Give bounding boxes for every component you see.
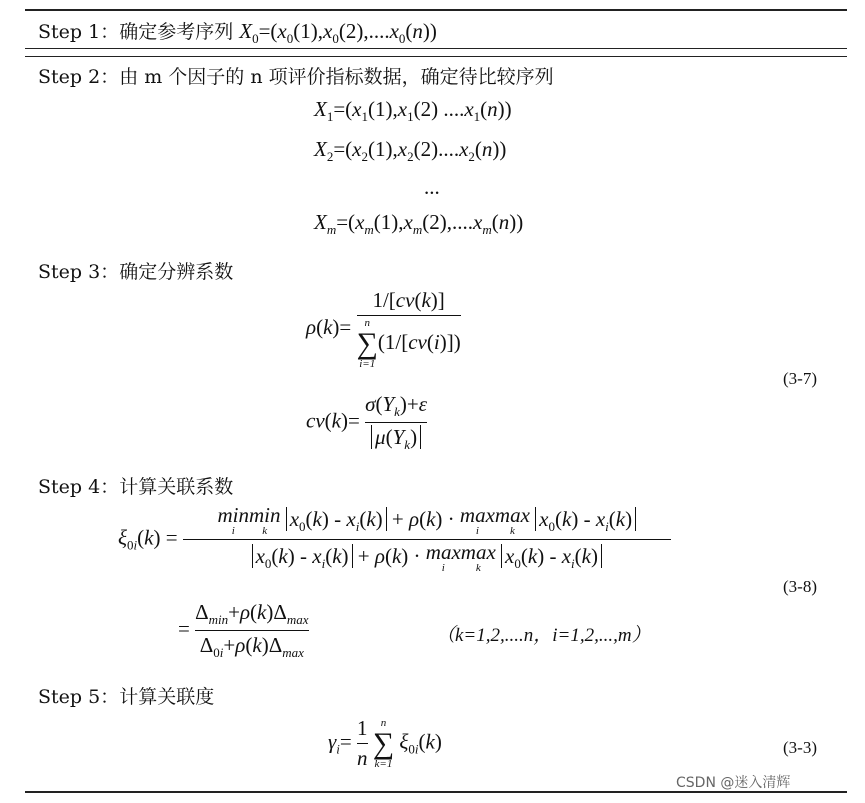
top-rule bbox=[25, 9, 847, 11]
compare-sequence-1: $X_1=(x_1(1),x_1(2)$ $....x_1(n)$) bbox=[314, 97, 512, 125]
step5-text: 计算关联度 bbox=[119, 686, 215, 708]
ellipsis: ... bbox=[424, 175, 440, 199]
gamma-formula: $\gamma_i=$ $\frac{1}{n}$ n ∑ k=1 $\xi_{0i}(k)$ bbox=[328, 716, 442, 770]
step5-label: Step 5： bbox=[38, 686, 120, 708]
compare-sequence-2: $X_2=(x_2(1),x_2(2)....x_2(n))$ bbox=[314, 137, 507, 165]
step3-label: Step 3： bbox=[38, 261, 120, 283]
step2-text: 由 m 个因子的 n 项评价指标数据，确定待比较序列 bbox=[119, 66, 554, 88]
step1-rule bbox=[25, 48, 847, 49]
step4-line bbox=[38, 472, 233, 499]
step4-label: Step 4： bbox=[38, 476, 120, 498]
step2-label: Step 2： bbox=[38, 66, 120, 88]
step4-text: 计算关联系数 bbox=[119, 476, 234, 498]
equation-number-3-3: (3-3) bbox=[783, 738, 817, 757]
cv-formula: cv(k)= $\frac{\sigma(Y_k)+\varepsilon}{\mu(Y_k)}$ bbox=[306, 392, 428, 453]
equation-number-3-8: (3-8) bbox=[783, 577, 817, 596]
xi-formula: $\xi_{0i}(k)$ = min i min k $x_0(k) - x_i(k) + \rho(k) \cdot \max$ i max k $x_0(k) - x_i(k)$ $x_0(k) - x_i(k) + \rho(k) \cdot \max$ i max k $x_0(k) - x_i(k)$ bbox=[118, 505, 671, 574]
reference-sequence-formula: $X_0=(x_0(1),x_0(2),....x_0(n))$ bbox=[239, 19, 437, 47]
step1-line bbox=[38, 17, 437, 47]
rho-formula: ρ(k)= 1/[cv(k)] n ∑ i=1 (1/[cv(i)]) bbox=[306, 288, 461, 370]
step1-label: Step 1： bbox=[38, 21, 120, 43]
step2-rule bbox=[25, 56, 847, 57]
step2-line bbox=[38, 62, 554, 89]
step5-line bbox=[38, 682, 214, 709]
step3-line bbox=[38, 257, 233, 284]
csdn-watermark: CSDN @迷入清辉 bbox=[676, 775, 791, 791]
step3-text: 确定分辨系数 bbox=[119, 261, 234, 283]
compare-sequence-m: $X_m=(x_m(1),x_m(2),....x_m(n))$ bbox=[314, 210, 524, 238]
delta-formula: = $\frac{\Delta_{min}+\rho(k)\Delta_{max}}{\Delta_{0i}+\rho(k)\Delta_{max}}$ bbox=[178, 600, 309, 661]
step4-range: （k=1,2,....n，i=1,2,...,m） bbox=[436, 625, 651, 646]
step1-text: 确定参考序列 bbox=[119, 21, 234, 43]
equation-number-3-7: (3-7) bbox=[783, 369, 817, 388]
